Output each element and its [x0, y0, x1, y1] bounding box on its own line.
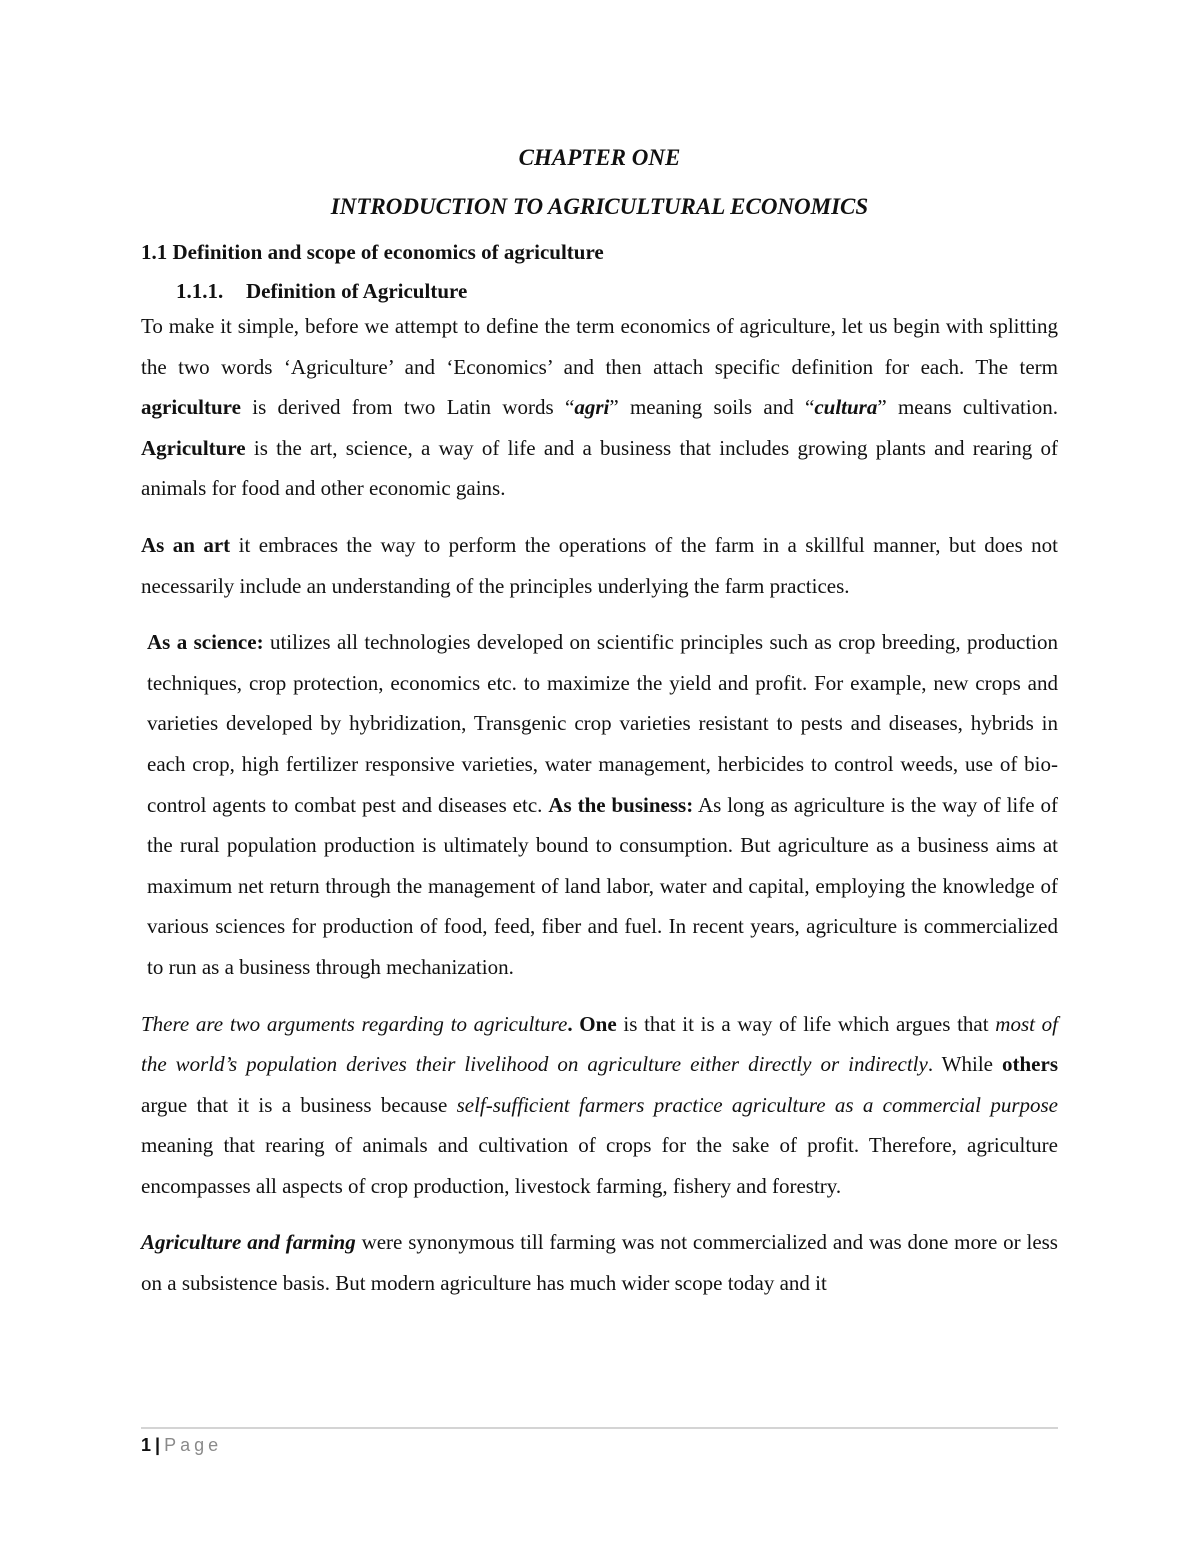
- page-footer: [141, 1432, 222, 1458]
- page-number: 1: [141, 1435, 152, 1455]
- text-run: As long as agriculture is the way of life of the rural population production is ultimately bound to consumption. But agriculture as a business aims at maximum net return through the management of land labor, water and capital, employing the knowledge of various sciences for production of food, feed, fiber and fuel. In recent years, agriculture is commercialized to run as a business through mechanization.: [147, 792, 1058, 979]
- paragraph-science-business: [141, 622, 1058, 987]
- italic-run: self-sufficient farmers practice agriculture as a commercial purpose: [456, 1092, 1058, 1117]
- subsection-title: Definition of Agriculture: [246, 279, 468, 303]
- subsection-heading: [176, 276, 1058, 306]
- text-run: is that it is a way of life which argues that: [616, 1011, 996, 1036]
- text-run: argue that it is a business because: [141, 1092, 457, 1117]
- text-run: ” means cultivation.: [877, 395, 1058, 420]
- italic-run: There are two arguments regarding to agriculture: [141, 1011, 568, 1036]
- chapter-title: INTRODUCTION TO AGRICULTURAL ECONOMICS: [330, 194, 869, 219]
- page-content: [141, 140, 1058, 1304]
- text-run: is the art, science, a way of life and a business that includes growing plants and rearing of animals for food and other economic gains.: [141, 435, 1058, 501]
- chapter-label: CHAPTER ONE: [518, 145, 681, 170]
- bold-term: Agriculture: [141, 435, 246, 460]
- text-run: . While: [927, 1052, 1002, 1077]
- text-run: To make it simple, before we attempt to define the term economics of agriculture, let us begin with splitting the two words ‘Agriculture’ and ‘Economics’ and then attach specific definition for each. The term: [141, 314, 1058, 379]
- page-label: Page: [164, 1435, 223, 1455]
- bold-term: As an art: [141, 532, 231, 557]
- bold-italic-term: Agriculture and farming: [141, 1230, 356, 1255]
- text-run: meaning that rearing of animals and cultivation of crops for the sake of profit. Therefore, agriculture encompasses all aspects of crop production, livestock farming, fishery and forestry.: [141, 1133, 1058, 1198]
- text-run: utilizes all technologies developed on scientific principles such as crop breeding, production techniques, crop protection, economics etc. to maximize the yield and profit. For example, new crops and varieties developed by hybridization, Transgenic crop varieties resistant to pests and diseases, hybrids in each crop, high fertilizer responsive varieties, water management, herbicides to control weeds, use of bio-control agents to combat pest and diseases etc.: [147, 630, 1058, 817]
- text-run: were synonymous till farming was not commercialized and was done more or less on a subsistence basis. But modern agriculture has much wider scope today and it: [141, 1230, 1058, 1296]
- italic-run: most of the world’s population derives their livelihood on agriculture either directly or indirectly: [141, 1011, 1058, 1077]
- paragraph-arguments: [141, 1004, 1058, 1207]
- bold-term: agriculture: [141, 395, 241, 420]
- footer-separator: |: [155, 1435, 161, 1455]
- bold-term: As a science:: [147, 630, 264, 655]
- footer-divider: [141, 1427, 1058, 1429]
- paragraph-definition: [141, 306, 1058, 509]
- subsection-number: 1.1.1.: [176, 279, 224, 303]
- section-heading: 1.1 Definition and scope of economics of agriculture: [141, 240, 604, 264]
- bold-term: As the business:: [548, 792, 694, 817]
- bold-term: . One: [567, 1011, 617, 1036]
- text-run: ” meaning soils and “: [609, 395, 815, 420]
- bold-italic-term: cultura: [814, 395, 878, 420]
- text-run: it embraces the way to perform the operations of the farm in a skillful manner, but does not necessarily include an understanding of the principles underlying the farm practices.: [141, 532, 1058, 598]
- paragraph-farming: [141, 1222, 1058, 1303]
- bold-term: others: [1002, 1052, 1058, 1077]
- paragraph-art: [141, 525, 1058, 606]
- text-run: is derived from two Latin words “: [240, 395, 575, 420]
- bold-italic-term: agri: [574, 395, 610, 420]
